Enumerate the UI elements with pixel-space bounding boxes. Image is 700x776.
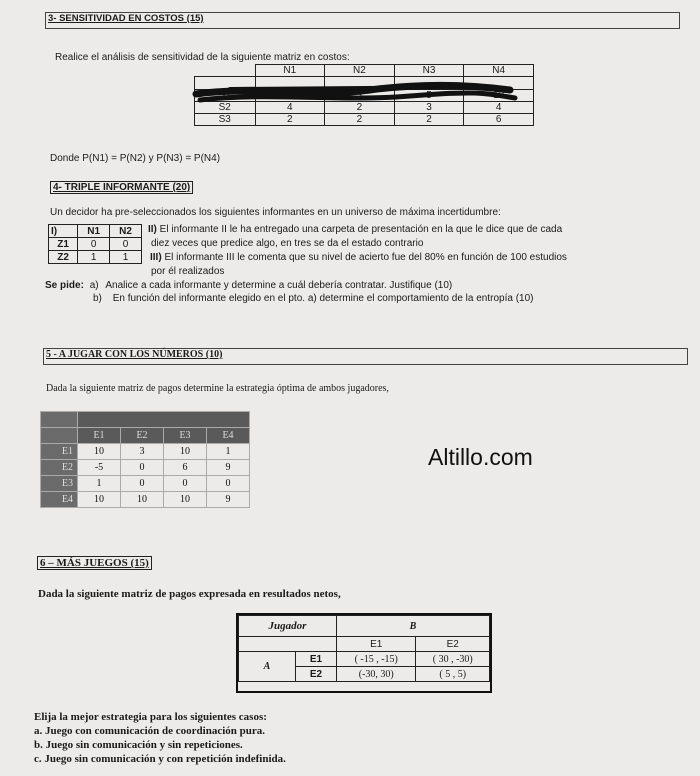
cell: 0 bbox=[164, 476, 207, 492]
col-header: E2 bbox=[121, 428, 164, 444]
cell: 1 bbox=[110, 251, 142, 264]
matrix-corner bbox=[41, 412, 78, 428]
ask-label: Se pide: bbox=[45, 280, 84, 291]
cell: -5 bbox=[78, 460, 121, 476]
cell: 2 bbox=[325, 114, 395, 126]
row-label: E3 bbox=[41, 476, 78, 492]
cell: ( 30 , -30) bbox=[416, 652, 490, 667]
ask-b-label: b) bbox=[93, 293, 102, 304]
cell: 1 bbox=[78, 251, 110, 264]
cell: 10 bbox=[78, 444, 121, 460]
case-item: a. Juego con comunicación de coordinación pura. bbox=[34, 725, 266, 737]
side-band bbox=[41, 428, 78, 444]
cost-col-header: N3 bbox=[394, 65, 464, 77]
section6-question: Elija la mejor estrategia para los siguientes casos: bbox=[34, 711, 267, 723]
marker-scribble bbox=[190, 80, 540, 110]
cell: 10 bbox=[164, 492, 207, 508]
informant2-label: II) bbox=[148, 224, 157, 235]
row-label: Z2 bbox=[49, 251, 78, 264]
matrix-corner bbox=[239, 637, 337, 652]
cell: 0 bbox=[110, 238, 142, 251]
payoff-matrix-5 bbox=[40, 411, 250, 508]
table-row bbox=[41, 492, 250, 508]
table-row bbox=[195, 114, 534, 126]
section3-title: 3- SENSITIVIDAD EN COSTOS (15) bbox=[48, 13, 204, 24]
cell: 2 bbox=[394, 114, 464, 126]
row-label: S1 bbox=[195, 90, 256, 102]
informant3-line1 bbox=[150, 252, 567, 263]
cell: 4 bbox=[464, 102, 534, 114]
cell: 3 bbox=[121, 444, 164, 460]
cell: 1 bbox=[78, 476, 121, 492]
watermark-text: Altillo.com bbox=[428, 444, 533, 470]
table-row bbox=[41, 444, 250, 460]
section6-intro: Dada la siguiente matriz de pagos expresada en resultados netos, bbox=[38, 588, 341, 600]
cost-col-header: N4 bbox=[464, 65, 534, 77]
row-label: E2 bbox=[41, 460, 78, 476]
player-a-label: A bbox=[239, 652, 296, 682]
cell: 12 bbox=[464, 90, 534, 102]
section4-intro: Un decidor ha pre-seleccionados los siguientes informantes en un universo de máxima incertidumbre: bbox=[50, 207, 501, 218]
row-label: S3 bbox=[195, 114, 256, 126]
ask-a-label: a) bbox=[89, 280, 99, 291]
cell: 0 bbox=[121, 460, 164, 476]
cost-col-header: N2 bbox=[325, 65, 395, 77]
cell: 3 bbox=[325, 90, 395, 102]
jugador-header: Jugador bbox=[239, 616, 337, 637]
cell: 0 bbox=[207, 476, 250, 492]
section5-title: 5 - A JUGAR CON LOS NÚMEROS (10) bbox=[46, 349, 223, 360]
cell: 2 bbox=[325, 102, 395, 114]
case-item: b. Juego sin comunicación y sin repeticiones. bbox=[34, 739, 243, 751]
table-row bbox=[49, 238, 142, 251]
table-row bbox=[41, 460, 250, 476]
cell: 0 bbox=[78, 238, 110, 251]
col-header: E1 bbox=[337, 637, 416, 652]
matrix-corner: I) bbox=[49, 225, 78, 238]
cell: 1 bbox=[207, 444, 250, 460]
payoff-matrix-6 bbox=[238, 615, 490, 682]
cell: 5 bbox=[394, 90, 464, 102]
informant3-text2: por él realizados bbox=[151, 266, 225, 277]
informant2-text2: diez veces que predice algo, en tres se da el estado contrario bbox=[151, 238, 424, 249]
section6-title: 6 – MÁS JUEGOS (15) bbox=[37, 556, 152, 570]
cell: ( -15 , -15) bbox=[337, 652, 416, 667]
cell: 9 bbox=[207, 492, 250, 508]
row-label: E4 bbox=[41, 492, 78, 508]
ask-b-line bbox=[93, 293, 534, 304]
row-label: E2 bbox=[296, 667, 337, 682]
cell: 9 bbox=[207, 460, 250, 476]
informant2-line1 bbox=[148, 224, 562, 235]
cost-col-header: N1 bbox=[255, 65, 325, 77]
table-row bbox=[41, 476, 250, 492]
cell: 10 bbox=[78, 492, 121, 508]
informant3-text1: El informante III le comenta que su nivel de acierto fue del 80% en función de 100 estudios bbox=[164, 252, 567, 263]
ask-a-text: Analice a cada informante y determine a cuál debería contratar. Justifique (10) bbox=[105, 280, 453, 291]
section5-intro: Dada la siguiente matriz de pagos determine la estrategia óptima de ambos jugadores, bbox=[46, 383, 389, 394]
player-b-label: B bbox=[337, 616, 490, 637]
cell: 10 bbox=[121, 492, 164, 508]
col-header: E2 bbox=[416, 637, 490, 652]
table-row bbox=[239, 652, 490, 667]
section5-header-box bbox=[43, 348, 688, 365]
cell: (-30, 30) bbox=[337, 667, 416, 682]
section3-header-box bbox=[45, 12, 680, 29]
row-label: Z1 bbox=[49, 238, 78, 251]
col-header: N2 bbox=[110, 225, 142, 238]
col-header: E3 bbox=[164, 428, 207, 444]
cell: 4 bbox=[255, 102, 325, 114]
table-row bbox=[49, 251, 142, 264]
cell: 3 bbox=[394, 102, 464, 114]
cell: 2 bbox=[255, 114, 325, 126]
ask-b-text: En función del informante elegido en el pto. a) determine el comportamiento de la entropía (10) bbox=[112, 293, 534, 304]
cell: 6 bbox=[464, 114, 534, 126]
cell: 10 bbox=[255, 90, 325, 102]
section3-condition: Donde P(N1) = P(N2) y P(N3) = P(N4) bbox=[50, 153, 221, 164]
cell: 0 bbox=[121, 476, 164, 492]
cost-matrix-corner bbox=[195, 65, 256, 77]
cell: 10 bbox=[164, 444, 207, 460]
informant-matrix bbox=[48, 224, 142, 264]
informant3-label: III) bbox=[150, 252, 162, 263]
case-item: c. Juego sin comunicación y con repetición indefinida. bbox=[34, 753, 286, 765]
payoff-matrix-6-frame bbox=[236, 613, 492, 693]
section4-title: 4- TRIPLE INFORMANTE (20) bbox=[50, 181, 193, 194]
col-header: E1 bbox=[78, 428, 121, 444]
player-header-band bbox=[78, 412, 250, 428]
row-label: S2 bbox=[195, 102, 256, 114]
informant2-text1: El informante II le ha entregado una carpeta de presentación en la que le dice que de cada bbox=[159, 224, 563, 235]
cell: ( 5 , 5) bbox=[416, 667, 490, 682]
col-header: E4 bbox=[207, 428, 250, 444]
section3-intro: Realice el análisis de sensitividad de la siguiente matriz en costos: bbox=[55, 52, 350, 63]
row-label: E1 bbox=[296, 652, 337, 667]
cell: 6 bbox=[164, 460, 207, 476]
ask-a-line bbox=[45, 280, 452, 291]
col-header: N1 bbox=[78, 225, 110, 238]
row-label: E1 bbox=[41, 444, 78, 460]
